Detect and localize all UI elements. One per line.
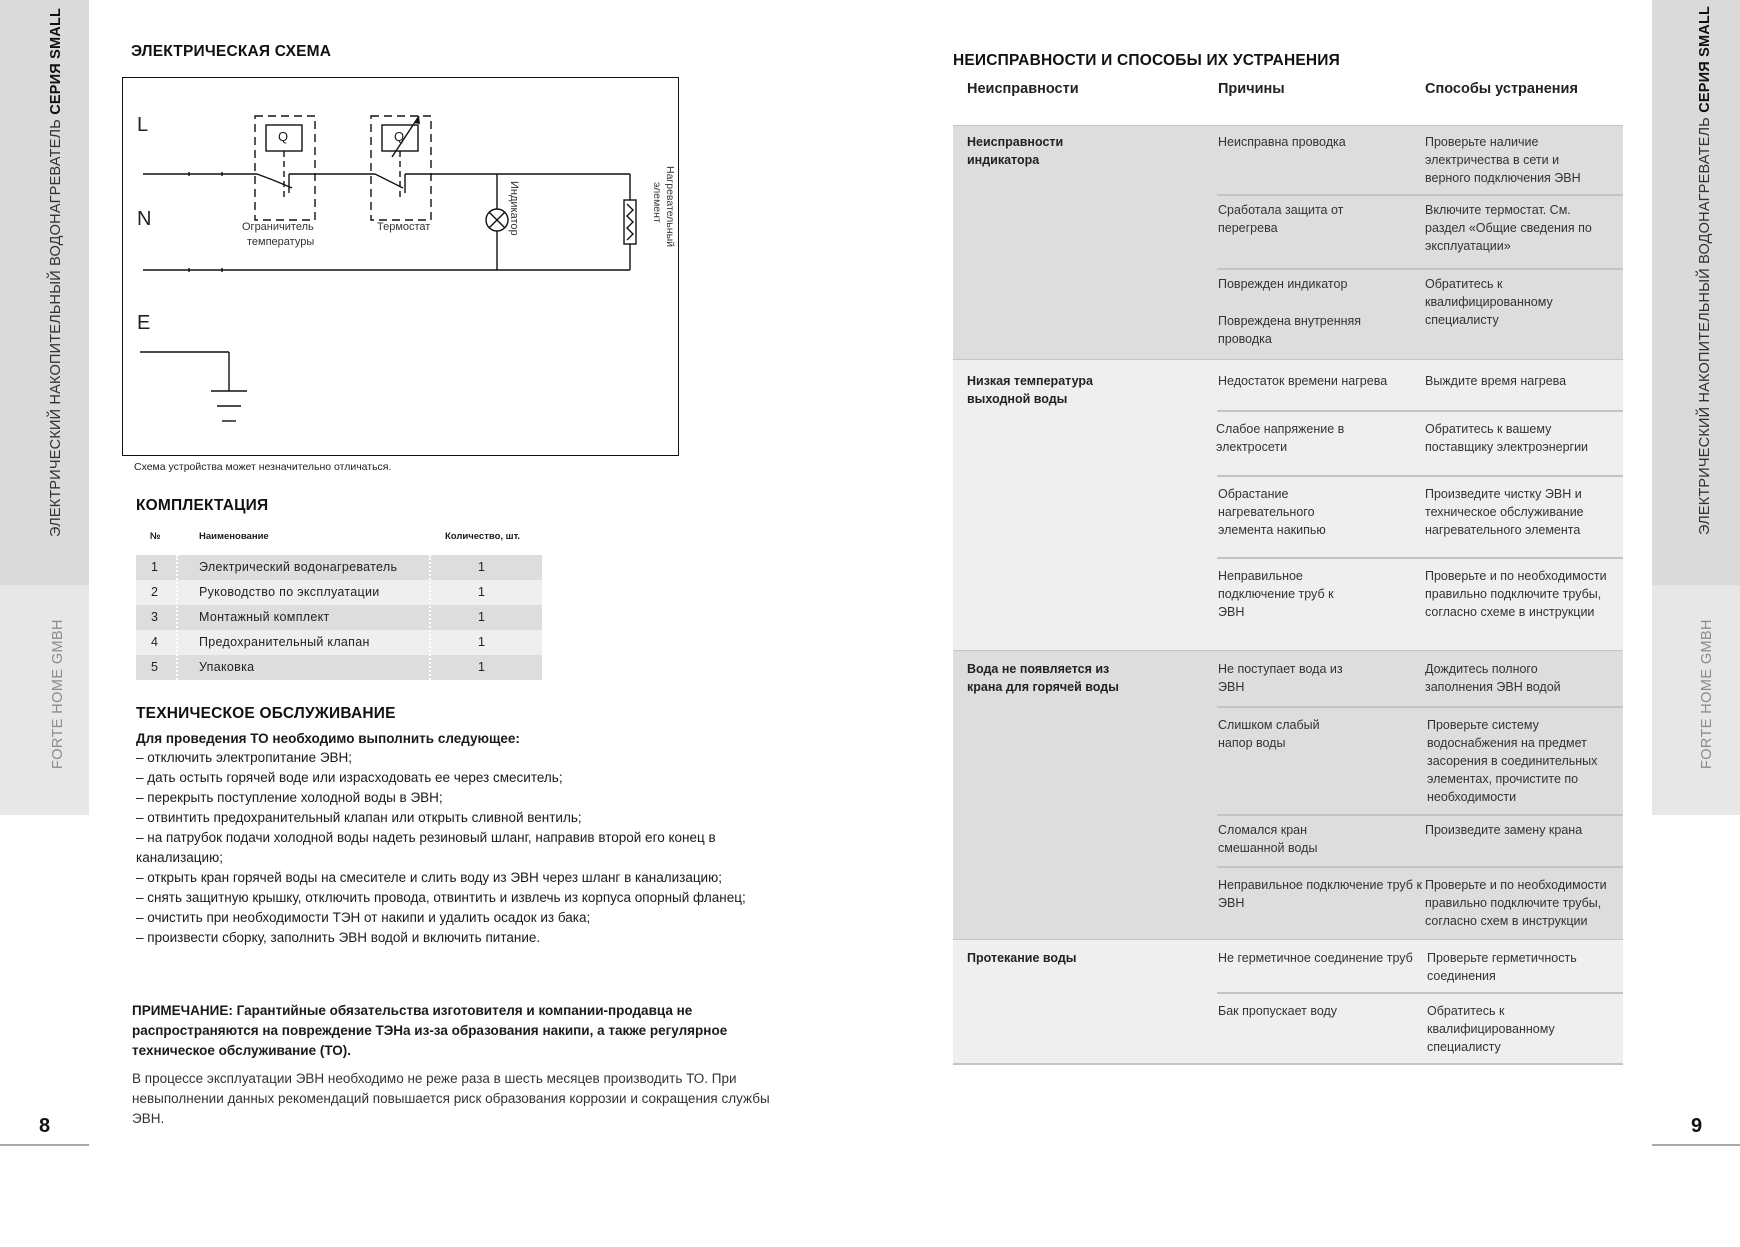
fault-name: Вода не появляется из крана для горячей воды bbox=[967, 662, 1119, 694]
schematic-title: ЭЛЕКТРИЧЕСКАЯ СХЕМА bbox=[131, 43, 332, 60]
page-number-right-rule bbox=[1652, 1144, 1740, 1146]
indicator-label: Индикатор bbox=[508, 181, 520, 236]
row-separator bbox=[1217, 706, 1623, 708]
warranty-note: ПРИМЕЧАНИЕ: Гарантийные обязательства изготовителя и компании-продавца не распространяются на повреждение ТЭНа из-за образования накипи, а также регулярное техническое обслуживание (ТО). bbox=[132, 1003, 728, 1058]
remedy: Проверьте систему водоснабжения на предмет засорения в соединительных элементах, прочистите по необходимости bbox=[1427, 718, 1598, 804]
label-L: L bbox=[137, 114, 149, 136]
cause: Слабое напряжение в электросети bbox=[1216, 422, 1345, 454]
left-sidebar-title: ЭЛЕКТРИЧЕСКИЙ НАКОПИТЕЛЬНЫЙ ВОДОНАГРЕВАТЕЛЬ СЕРИЯ SMALL bbox=[48, 7, 64, 537]
left-sidebar-company: FORTE HOME GMBH bbox=[50, 619, 66, 769]
maintenance-step: – очистить при необходимости ТЭН от накипи и удалить осадок из бака; bbox=[136, 910, 591, 925]
maintenance-step: – открыть кран горячей воды на смесителе и слить воду из ЭВН через шланг в канализацию; bbox=[136, 870, 722, 885]
table-bottom-rule bbox=[953, 1063, 1623, 1065]
cause: Не поступает вода из ЭВН bbox=[1218, 662, 1343, 694]
fault-name: Низкая температура выходной воды bbox=[967, 374, 1093, 406]
cause: Сработала защита от перегрева bbox=[1218, 203, 1344, 235]
maintenance-step: – на патрубок подачи холодной воды надеть резиновый шланг, направив второй его конец в канализацию; bbox=[136, 830, 716, 865]
limiter-label-1: Ограничитель bbox=[242, 221, 314, 233]
col-header-fault: Неисправности bbox=[967, 81, 1079, 97]
thermostat-label: Термостат bbox=[377, 221, 431, 233]
fault-group bbox=[953, 939, 1623, 1064]
label-E: E bbox=[137, 312, 151, 334]
remedy: Выждите время нагрева bbox=[1425, 374, 1567, 388]
cause: Неисправна проводка bbox=[1218, 135, 1346, 149]
right-sidebar-company: FORTE HOME GMBH bbox=[1699, 619, 1715, 769]
remedy: Произведите замену крана bbox=[1425, 823, 1583, 837]
kit-col-qty: Количество, шт. bbox=[445, 531, 521, 542]
maintenance-step: – снять защитную крышку, отключить провода, отвинтить и извлечь из корпуса опорный фланец; bbox=[136, 890, 746, 905]
maintenance-step: – дать остыть горячей воде или израсходовать ее через смеситель; bbox=[136, 770, 563, 785]
page-number-left-rule bbox=[0, 1144, 89, 1146]
limiter-symbol: Q bbox=[278, 129, 289, 144]
remedy: Произведите чистку ЭВН и техническое обслуживание нагревательного элемента bbox=[1425, 487, 1584, 537]
row-separator bbox=[1217, 866, 1623, 868]
fault-group bbox=[953, 359, 1623, 651]
remedy: Проверьте и по необходимости правильно подключите трубы, согласно схеме в инструкции bbox=[1425, 569, 1607, 619]
kit-row: 2 Руководство по эксплуатации 1 bbox=[136, 580, 542, 605]
row-separator bbox=[1217, 410, 1623, 412]
maintenance-interval-paragraph: В процессе эксплуатации ЭВН необходимо не реже раза в шесть месяцев производить ТО. При невыполнении данных рекомендаций повышается риск образования коррозии и сокращения службы ЭВН. bbox=[132, 1071, 770, 1126]
remedy: Включите термостат. См. раздел «Общие сведения по эксплуатации» bbox=[1425, 203, 1592, 253]
schematic-caption: Схема устройства может незначительно отличаться. bbox=[134, 461, 392, 473]
col-header-cause: Причины bbox=[1218, 81, 1285, 97]
remedy: Проверьте герметичность соединения bbox=[1427, 951, 1577, 983]
right-sidebar-company-band bbox=[1652, 585, 1740, 815]
cause: Не герметичное соединение труб bbox=[1218, 951, 1413, 965]
maintenance-step: – произвести сборку, заполнить ЭВН водой и включить питание. bbox=[136, 930, 541, 945]
remedy: Проверьте и по необходимости правильно подключите трубы, согласно схем в инструкции bbox=[1425, 878, 1607, 928]
maintenance-section bbox=[136, 705, 776, 948]
kit-col-num: № bbox=[150, 531, 161, 542]
cause: Обрастание нагревательного элемента накипью bbox=[1218, 487, 1326, 537]
row-separator bbox=[1217, 557, 1623, 559]
maintenance-step: – отключить электропитание ЭВН; bbox=[136, 750, 353, 765]
cause: Поврежден индикатор bbox=[1218, 277, 1348, 291]
right-sidebar-title: ЭЛЕКТРИЧЕСКИЙ НАКОПИТЕЛЬНЫЙ ВОДОНАГРЕВАТЕЛЬ СЕРИЯ SMALL bbox=[1697, 5, 1713, 535]
row-separator bbox=[1217, 194, 1623, 196]
kit-table bbox=[136, 525, 542, 680]
kit-col-divider bbox=[176, 555, 178, 680]
kit-col-name: Наименование bbox=[199, 531, 269, 542]
remedy: Обратитесь к вашему поставщику электроэнергии bbox=[1425, 422, 1589, 454]
row-separator bbox=[1217, 268, 1623, 270]
fault-group bbox=[953, 650, 1623, 940]
cause: Слишком слабый напор воды bbox=[1218, 718, 1320, 750]
kit-title: КОМПЛЕКТАЦИЯ bbox=[136, 497, 269, 514]
fault-group bbox=[953, 125, 1623, 360]
maintenance-steps bbox=[136, 748, 776, 948]
limiter-label-2: температуры bbox=[247, 236, 315, 248]
thermostat-symbol: Q bbox=[394, 129, 405, 144]
cause: Недостаток времени нагрева bbox=[1218, 374, 1388, 388]
heater-label-1: Нагревательный bbox=[664, 166, 676, 247]
row-separator bbox=[1217, 814, 1623, 816]
label-N: N bbox=[137, 208, 152, 230]
remedy: Обратитесь к квалифицированному специалисту bbox=[1425, 277, 1553, 327]
troubleshooting-title: НЕИСПРАВНОСТИ И СПОСОБЫ ИХ УСТРАНЕНИЯ bbox=[953, 52, 1340, 69]
row-separator bbox=[1217, 475, 1623, 477]
kit-row: 5 Упаковка 1 bbox=[136, 655, 542, 680]
cause: Сломался кран смешанной воды bbox=[1218, 823, 1318, 855]
maintenance-step: – перекрыть поступление холодной воды в ЭВН; bbox=[136, 790, 443, 805]
page-number-right: 9 bbox=[1690, 1115, 1703, 1137]
left-sidebar-company-band bbox=[0, 585, 89, 815]
wiring-diagram bbox=[122, 77, 679, 456]
maintenance-title: ТЕХНИЧЕСКОЕ ОБСЛУЖИВАНИЕ bbox=[136, 705, 396, 722]
kit-table-header bbox=[136, 525, 542, 555]
kit-row: 3 Монтажный комплект 1 bbox=[136, 605, 542, 630]
maintenance-lead: Для проведения ТО необходимо выполнить следующее: bbox=[136, 731, 520, 746]
heater-label-2: элемент bbox=[651, 182, 663, 223]
remedy: Проверьте наличие электричества в сети и верного подключения ЭВН bbox=[1425, 135, 1581, 185]
maintenance-step: – отвинтить предохранительный клапан или открыть сливной вентиль; bbox=[136, 810, 582, 825]
cause: Неправильное подключение труб к ЭВН bbox=[1218, 569, 1334, 619]
page-number-left: 8 bbox=[38, 1115, 51, 1137]
kit-row: 1 Электрический водонагреватель 1 bbox=[136, 555, 542, 580]
cause: Неправильное подключение труб к ЭВН bbox=[1218, 878, 1422, 910]
fault-name: Неисправности индикатора bbox=[967, 135, 1064, 167]
remedy: Дождитесь полного заполнения ЭВН водой bbox=[1425, 662, 1561, 694]
cause: Повреждена внутренняя проводка bbox=[1218, 314, 1362, 346]
kit-col-divider bbox=[429, 555, 431, 680]
fault-name: Протекание воды bbox=[967, 951, 1077, 965]
col-header-remedy: Способы устранения bbox=[1425, 81, 1578, 97]
kit-row: 4 Предохранительный клапан 1 bbox=[136, 630, 542, 655]
left-sidebar-title-band bbox=[0, 0, 89, 585]
cause: Бак пропускает воду bbox=[1218, 1004, 1338, 1018]
remedy: Обратитесь к квалифицированному специалисту bbox=[1427, 1004, 1555, 1054]
row-separator bbox=[1217, 992, 1623, 994]
right-sidebar-title-band bbox=[1652, 0, 1740, 585]
